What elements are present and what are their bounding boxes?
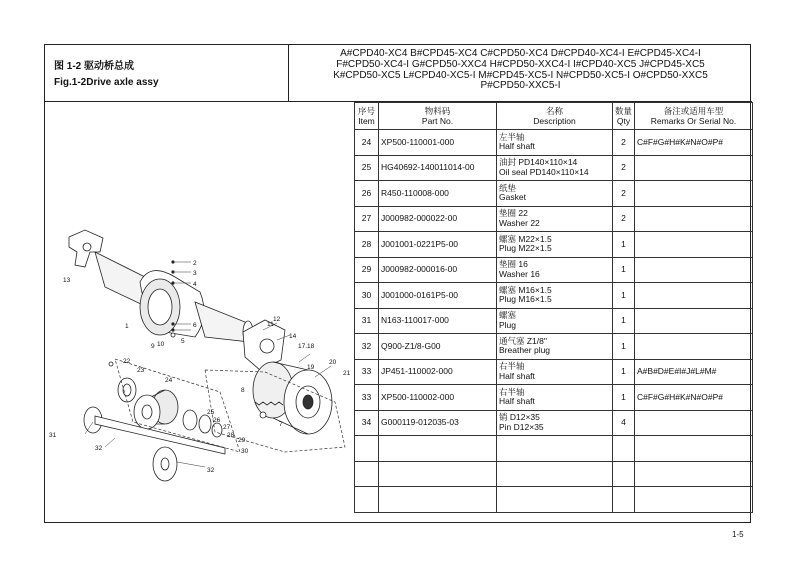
callout-label: 26	[213, 417, 221, 424]
table-row	[355, 410, 753, 436]
callout-label: 4	[193, 281, 197, 288]
cell-qty: 1	[613, 359, 635, 385]
cell-remarks: C#F#G#H#K#N#O#P#	[635, 385, 753, 411]
cell-description: 螺塞 M22×1.5 Plug M22×1.5	[497, 232, 613, 258]
cell-item: 27	[355, 206, 379, 232]
figure-title-cn: 图 1-2 驱动桥总成	[54, 61, 135, 72]
table-row	[355, 206, 753, 232]
cell-item: 31	[355, 308, 379, 334]
bearing	[183, 410, 197, 430]
cell-qty: 4	[613, 410, 635, 436]
cell-qty: 2	[613, 181, 635, 207]
callout-label: 8	[241, 387, 245, 394]
table-row	[355, 461, 753, 487]
cell-description: 垫圈 22 Washer 22	[497, 206, 613, 232]
parts-table	[354, 102, 753, 513]
callout-label: 29	[238, 437, 246, 444]
cell-description: 螺塞 Plug	[497, 308, 613, 334]
cell-qty: 1	[613, 308, 635, 334]
cell-empty	[497, 461, 613, 487]
cell-part-no: XP500-110001-000	[379, 130, 497, 156]
cell-description: 销 D12×35 Pin D12×35	[497, 410, 613, 436]
table-row	[355, 308, 753, 334]
cell-item: 33	[355, 359, 379, 385]
table-row	[355, 181, 753, 207]
callout-label: 6	[193, 322, 197, 329]
callout-label: 30	[241, 448, 249, 455]
column-header-remarks: 备注或适用车型 Remarks Or Serial No.	[635, 103, 753, 130]
cell-remarks: C#F#G#H#K#N#O#P#	[635, 130, 753, 156]
cell-empty	[379, 436, 497, 462]
table-row	[355, 257, 753, 283]
callout-label: 32	[95, 445, 103, 452]
callout-label: 22	[123, 358, 131, 365]
cell-empty	[497, 436, 613, 462]
cell-part-no: N163-110017-000	[379, 308, 497, 334]
column-header-description: 名称 Description	[497, 103, 613, 130]
cell-remarks	[635, 232, 753, 258]
cell-qty: 2	[613, 206, 635, 232]
cell-description: 右半轴 Half shaft	[497, 385, 613, 411]
callout-label: 21	[343, 370, 351, 377]
table-row	[355, 334, 753, 360]
callout-label: 10	[157, 341, 165, 348]
cell-remarks: A#B#D#E#I#J#L#M#	[635, 359, 753, 385]
plug	[260, 412, 266, 418]
figure-title-en: Fig.1-2Drive axle assy	[54, 77, 159, 88]
model-list	[289, 45, 752, 101]
table-row	[355, 283, 753, 309]
callout-label: 25	[207, 409, 215, 416]
cell-item: 29	[355, 257, 379, 283]
callout-label: 12	[273, 316, 281, 323]
callout-label: 24	[165, 377, 173, 384]
cell-description: 通气塞 Z1/8" Breather plug	[497, 334, 613, 360]
cell-empty	[497, 487, 613, 513]
table-row	[355, 436, 753, 462]
table-row	[355, 359, 753, 385]
cell-empty	[635, 461, 753, 487]
callout-label: 32	[207, 467, 215, 474]
model-line: P#CPD50-XXC5-I	[480, 80, 561, 92]
table-row	[355, 155, 753, 181]
table-header-row	[355, 103, 753, 130]
cell-qty: 1	[613, 385, 635, 411]
cell-part-no: J000982-000016-00	[379, 257, 497, 283]
document-frame	[44, 44, 751, 523]
cell-remarks	[635, 308, 753, 334]
callout-label: 5	[181, 338, 185, 345]
column-header-part-no: 物料码 Part No.	[379, 103, 497, 130]
cell-part-no: R450-110008-000	[379, 181, 497, 207]
callout-label: 7	[279, 421, 283, 428]
cell-part-no: JP451-110002-000	[379, 359, 497, 385]
cell-description: 油封 PD140×110×14 Oil seal PD140×110×14	[497, 155, 613, 181]
column-header-qty: 数量 Qty	[613, 103, 635, 130]
callout-label: 11	[267, 321, 274, 328]
axle-exploded-diagram	[45, 102, 354, 522]
figure-title-block	[45, 45, 289, 101]
cell-description: 左半轴 Half shaft	[497, 130, 613, 156]
table-row	[355, 130, 753, 156]
cell-empty	[635, 487, 753, 513]
callout-label: 2	[193, 260, 197, 267]
column-header-item: 序号 Item	[355, 103, 379, 130]
cell-part-no: J001001-0221P5-00	[379, 232, 497, 258]
cell-remarks	[635, 206, 753, 232]
cell-item: 24	[355, 130, 379, 156]
cell-remarks	[635, 155, 753, 181]
cell-item: 34	[355, 410, 379, 436]
callout-label: 17.18	[298, 343, 315, 350]
cell-empty	[613, 487, 635, 513]
cell-empty	[355, 487, 379, 513]
callout-label: 9	[151, 343, 155, 350]
callout-label: 3	[193, 270, 197, 277]
model-line: K#CPD50-XC5 L#CPD40-XC5-I M#CPD45-XC5-I N#CPD50-XC5-I O#CPD50-XXC5	[333, 69, 708, 81]
cell-description: 纸垫 Gasket	[497, 181, 613, 207]
axle-housing	[95, 252, 147, 307]
cell-remarks	[635, 410, 753, 436]
cell-empty	[613, 436, 635, 462]
cell-part-no: G000119-012035-03	[379, 410, 497, 436]
cell-item: 33	[355, 385, 379, 411]
cell-part-no: J000982-000022-00	[379, 206, 497, 232]
callout-label: 31	[49, 432, 57, 439]
cell-description: 右半轴 Half shaft	[497, 359, 613, 385]
table-row	[355, 385, 753, 411]
axle-housing-right	[195, 302, 250, 342]
cell-empty	[613, 461, 635, 487]
callout-label: 20	[329, 359, 337, 366]
cell-remarks	[635, 283, 753, 309]
model-line: A#CPD40-XC4 B#CPD45-XC4 C#CPD50-XC4 D#CPD40-XC4-I E#CPD45-XC4-I	[340, 48, 701, 59]
cell-qty: 1	[613, 334, 635, 360]
callout-label: 1	[125, 323, 129, 330]
callout-label: 14	[289, 333, 297, 340]
cell-remarks	[635, 257, 753, 283]
cell-item: 25	[355, 155, 379, 181]
cell-part-no: Q900-Z1/8-G00	[379, 334, 497, 360]
cell-description: 螺塞 M16×1.5 Plug M16×1.5	[497, 283, 613, 309]
cell-remarks	[635, 181, 753, 207]
model-line: F#CPD50-XC4-I G#CPD50-XXC4 H#CPD50-XXC4-I I#CPD40-XC5 J#CPD45-XC5	[336, 58, 705, 70]
cell-part-no: HG40692-140011014-00	[379, 155, 497, 181]
cell-part-no: J001000-0161P5-00	[379, 283, 497, 309]
table-row	[355, 487, 753, 513]
cell-qty: 2	[613, 155, 635, 181]
callout-label: 13	[63, 277, 71, 284]
cell-description: 垫圈 16 Washer 16	[497, 257, 613, 283]
page-number: 1-5	[732, 530, 744, 539]
cell-item: 28	[355, 232, 379, 258]
cell-qty: 1	[613, 232, 635, 258]
cell-item: 32	[355, 334, 379, 360]
bracket-hole	[83, 243, 91, 251]
cell-item: 30	[355, 283, 379, 309]
callout-label: 28	[227, 432, 235, 439]
cell-empty	[355, 461, 379, 487]
cell-item: 26	[355, 181, 379, 207]
callout-label: 19	[307, 364, 315, 371]
callout-label: 27	[223, 424, 231, 431]
cell-remarks	[635, 334, 753, 360]
cell-empty	[635, 436, 753, 462]
table-row	[355, 232, 753, 258]
cell-empty	[355, 436, 379, 462]
cell-empty	[379, 461, 497, 487]
cell-qty: 2	[613, 130, 635, 156]
cell-qty: 1	[613, 257, 635, 283]
cell-part-no: XP500-110002-000	[379, 385, 497, 411]
cell-empty	[379, 487, 497, 513]
callout-label: 23	[137, 367, 145, 374]
cell-qty: 1	[613, 283, 635, 309]
